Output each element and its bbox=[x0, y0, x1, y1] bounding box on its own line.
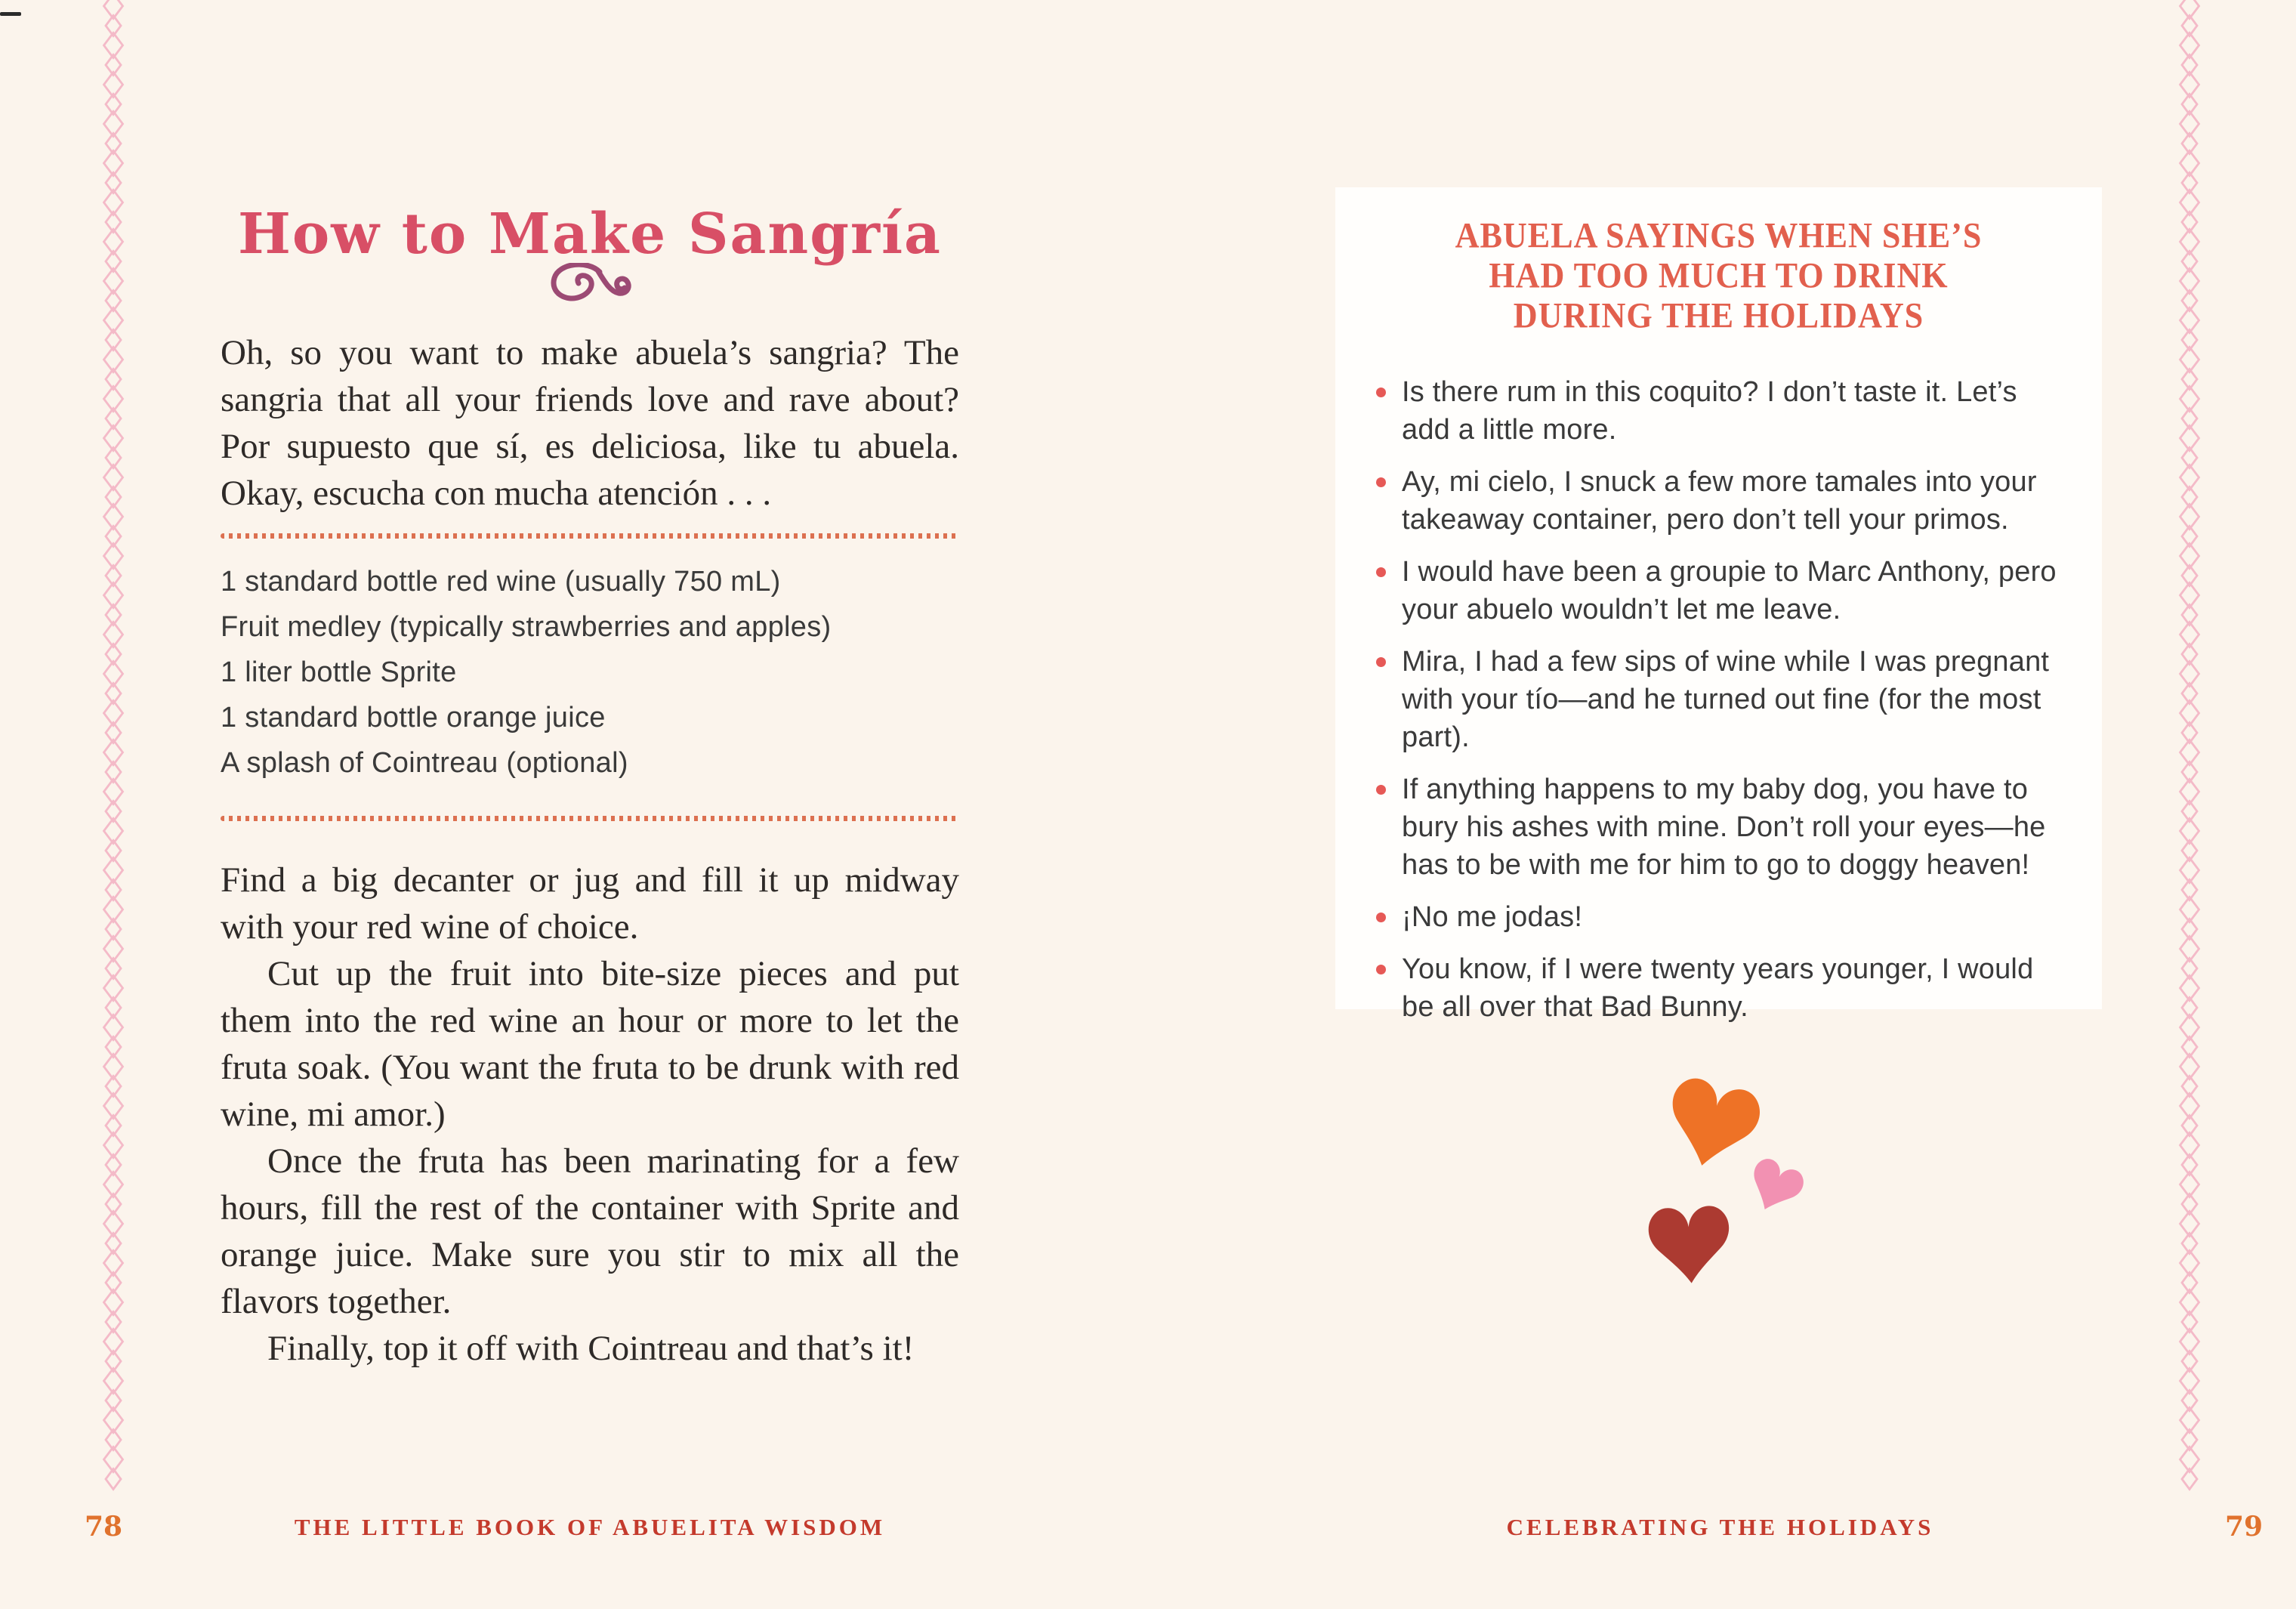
bullet-dot-icon bbox=[1376, 388, 1386, 397]
dotted-divider bbox=[221, 533, 959, 539]
saying-item bbox=[1376, 463, 2071, 539]
ingredient-list bbox=[221, 559, 959, 786]
dark-red-heart-icon bbox=[1640, 1193, 1740, 1296]
saying-text: I would have been a groupie to Marc Anthony, pero your abuelo wouldn’t let me leave. bbox=[1402, 556, 2057, 625]
sayings-list bbox=[1376, 373, 2071, 1040]
saying-item bbox=[1376, 643, 2071, 756]
page-number-left: 78 bbox=[85, 1511, 123, 1543]
saying-text: Ay, mi cielo, I snuck a few more tamales into your takeaway container, pero don’t tell your primos. bbox=[1402, 466, 2037, 536]
page-number-right: 79 bbox=[2225, 1511, 2264, 1543]
print-artifact-mark bbox=[0, 12, 21, 16]
instruction-paragraph: Cut up the fruit into bite-size pieces and put them into the red wine an hour or more to let the fruta soak. (You want the fruta to be drunk with red wine, mi amor.) bbox=[221, 954, 959, 1134]
sayings-box-title-line: DURING THE HOLIDAYS bbox=[1513, 295, 1924, 336]
bullet-dot-icon bbox=[1376, 477, 1386, 487]
instructions bbox=[221, 857, 959, 1372]
diamond-border-left-icon bbox=[91, 0, 136, 1499]
page-title: How to Make Sangría bbox=[238, 202, 942, 267]
instruction-paragraph: Once the fruta has been marinating for a few hours, fill the rest of the container with Sprite and orange juice. Make sure you stir to mix all the flavors together. bbox=[221, 1141, 959, 1321]
hearts-illustration bbox=[1624, 1058, 1866, 1330]
ingredient-line: A splash of Cointreau (optional) bbox=[221, 747, 628, 779]
saying-text: Is there rum in this coquito? I don’t taste it. Let’s add a little more. bbox=[1402, 376, 2017, 446]
saying-item bbox=[1376, 373, 2071, 449]
intro-paragraph: Oh, so you want to make abuela’s sangria? The sangria that all your friends love and rave about? Por supuesto que sí, es deliciosa, like tu abuela. Okay, escucha con mucha atención . . . bbox=[221, 333, 959, 513]
saying-text: ¡No me jodas! bbox=[1402, 901, 1583, 933]
footer-book-title: THE LITTLE BOOK OF ABUELITA WISDOM bbox=[294, 1514, 886, 1540]
bullet-dot-icon bbox=[1376, 567, 1386, 577]
saying-text: You know, if I were twenty years younger, I would be all over that Bad Bunny. bbox=[1402, 953, 2034, 1023]
sayings-box-title-line: ABUELA SAYINGS WHEN SHE’S bbox=[1455, 215, 1983, 255]
sayings-box-title-line: HAD TOO MUCH TO DRINK bbox=[1489, 255, 1949, 296]
saying-item bbox=[1376, 950, 2071, 1026]
saying-item bbox=[1376, 553, 2071, 628]
dotted-divider bbox=[221, 816, 959, 821]
diamond-border-right-icon bbox=[2167, 0, 2212, 1499]
saying-item bbox=[1376, 898, 2071, 936]
saying-text: If anything happens to my baby dog, you have to bury his ashes with mine. Don’t roll your eyes—he has to be with me for him to go to doggy heaven! bbox=[1402, 774, 2046, 881]
instruction-paragraph: Finally, top it off with Cointreau and that’s it! bbox=[267, 1329, 915, 1368]
sayings-box-title bbox=[1350, 215, 2086, 335]
ingredient-line: 1 liter bottle Sprite bbox=[221, 656, 457, 688]
ingredient-line: 1 standard bottle orange juice bbox=[221, 702, 606, 733]
saying-item bbox=[1376, 771, 2071, 884]
ingredient-line: Fruit medley (typically strawberries and apples) bbox=[221, 611, 832, 643]
bullet-dot-icon bbox=[1376, 965, 1386, 974]
sayings-box bbox=[1335, 187, 2102, 1023]
flourish-icon bbox=[545, 263, 636, 310]
saying-text: Mira, I had a few sips of wine while I was pregnant with your tío—and he turned out fine (for the most part). bbox=[1402, 646, 2050, 753]
instruction-paragraph: Find a big decanter or jug and fill it up midway with your red wine of choice. bbox=[221, 860, 959, 947]
bullet-dot-icon bbox=[1376, 913, 1386, 922]
ingredient-line: 1 standard bottle red wine (usually 750 mL) bbox=[221, 566, 781, 598]
bullet-dot-icon bbox=[1376, 785, 1386, 795]
bullet-dot-icon bbox=[1376, 657, 1386, 667]
footer-chapter-title: CELEBRATING THE HOLIDAYS bbox=[1506, 1514, 1934, 1540]
